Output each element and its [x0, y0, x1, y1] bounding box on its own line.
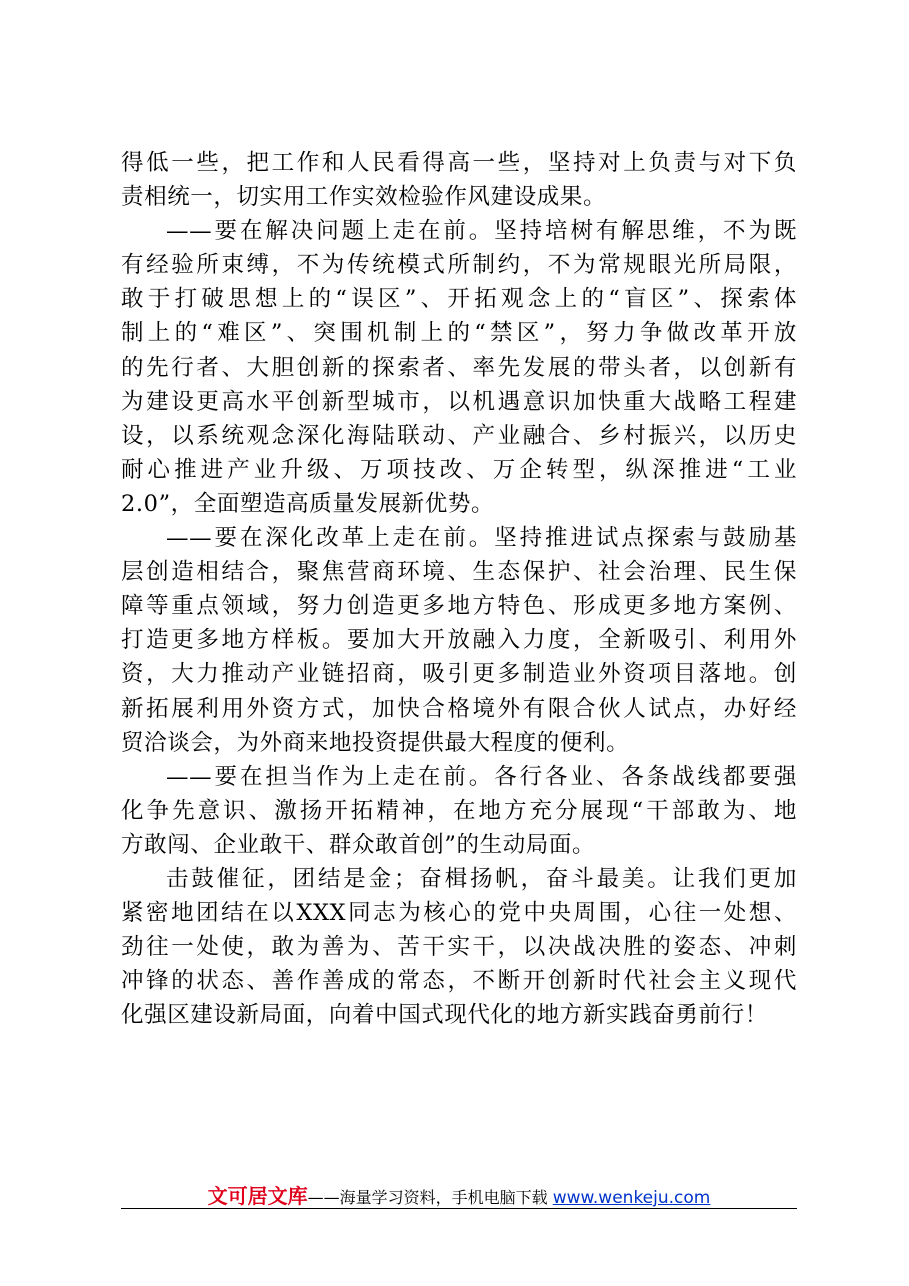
- text-line: 设，以系统观念深化海陆联动、产业融合、乡村振兴，以历史: [121, 422, 797, 449]
- text-line: 劲往一处使，敢为善为、苦干实干，以决战决胜的姿态、冲刺: [121, 934, 797, 961]
- text-line: 冲锋的状态、善作善成的常态，不断开创新时代社会主义现代: [121, 968, 797, 995]
- text-line: 贸洽谈会，为外商来地投资提供最大程度的便利。: [121, 729, 630, 756]
- text-line: ——要在解决问题上走在前。坚持培树有解思维，不为既: [166, 218, 797, 245]
- text-line: 有经验所束缚，不为传统模式所制约，不为常规眼光所局限，: [121, 252, 797, 279]
- text-line: 方敢闯、企业敢干、群众敢首创”的生动局面。: [121, 831, 596, 858]
- footer-brand: 文可居文库: [207, 1184, 308, 1208]
- text-line: ——要在担当作为上走在前。各行各业、各条战线都要强: [166, 763, 797, 790]
- text-line: 得低一些，把工作和人民看得高一些，坚持对上负责与对下负: [121, 150, 797, 176]
- text-line: 化强区建设新局面，向着中国式现代化的地方新实践奋勇前行！: [121, 1002, 768, 1029]
- text-line: 2.0”，全面塑造高质量发展新优势。: [121, 490, 495, 517]
- text-line: 的先行者、大胆创新的探索者、率先发展的带头者，以创新有: [121, 354, 797, 381]
- text-line: 障等重点领域，努力创造更多地方特色、形成更多地方案例、: [121, 593, 797, 620]
- text-line: 制上的“难区”、突围机制上的“禁区”，努力争做改革开放: [121, 320, 797, 347]
- footer: [121, 1180, 797, 1209]
- text-line: 新拓展利用外资方式，加快合格境外有限合伙人试点，办好经: [121, 695, 797, 722]
- text-line: 层创造相结合，聚焦营商环境、生态保护、社会治理、民生保: [121, 559, 797, 586]
- text-line: 击鼓催征，团结是金；奋楫扬帆，奋斗最美。让我们更加: [166, 865, 797, 892]
- footer-divider: [121, 1208, 797, 1209]
- text-line: 为建设更高水平创新型城市，以机遇意识加快重大战略工程建: [121, 388, 797, 415]
- text-line: 耐心推进产业升级、万项技改、万企转型，纵深推进“工业: [121, 456, 797, 483]
- text-line: 责相统一，切实用工作实效检验作风建设成果。: [121, 184, 607, 211]
- text-line: 化争先意识、激扬开拓精神，在地方充分展现“干部敢为、地: [121, 797, 797, 824]
- footer-tagline: ——海量学习资料，手机电脑下载: [307, 1188, 548, 1207]
- text-line: ——要在深化改革上走在前。坚持推进试点探索与鼓励基: [166, 525, 797, 552]
- text-line: 打造更多地方样板。要加大开放融入力度，全新吸引、利用外: [121, 627, 797, 654]
- footer-url-link[interactable]: www.wenkeju.com: [552, 1188, 711, 1208]
- text-line: 敢于打破思想上的“误区”、开拓观念上的“盲区”、探索体: [121, 286, 797, 313]
- text-line: 资，大力推动产业链招商，吸引更多制造业外资项目落地。创: [121, 661, 797, 688]
- text-line: 紧密地团结在以XXX同志为核心的党中央周围，心往一处想、: [121, 900, 797, 927]
- body-text: [121, 146, 797, 1032]
